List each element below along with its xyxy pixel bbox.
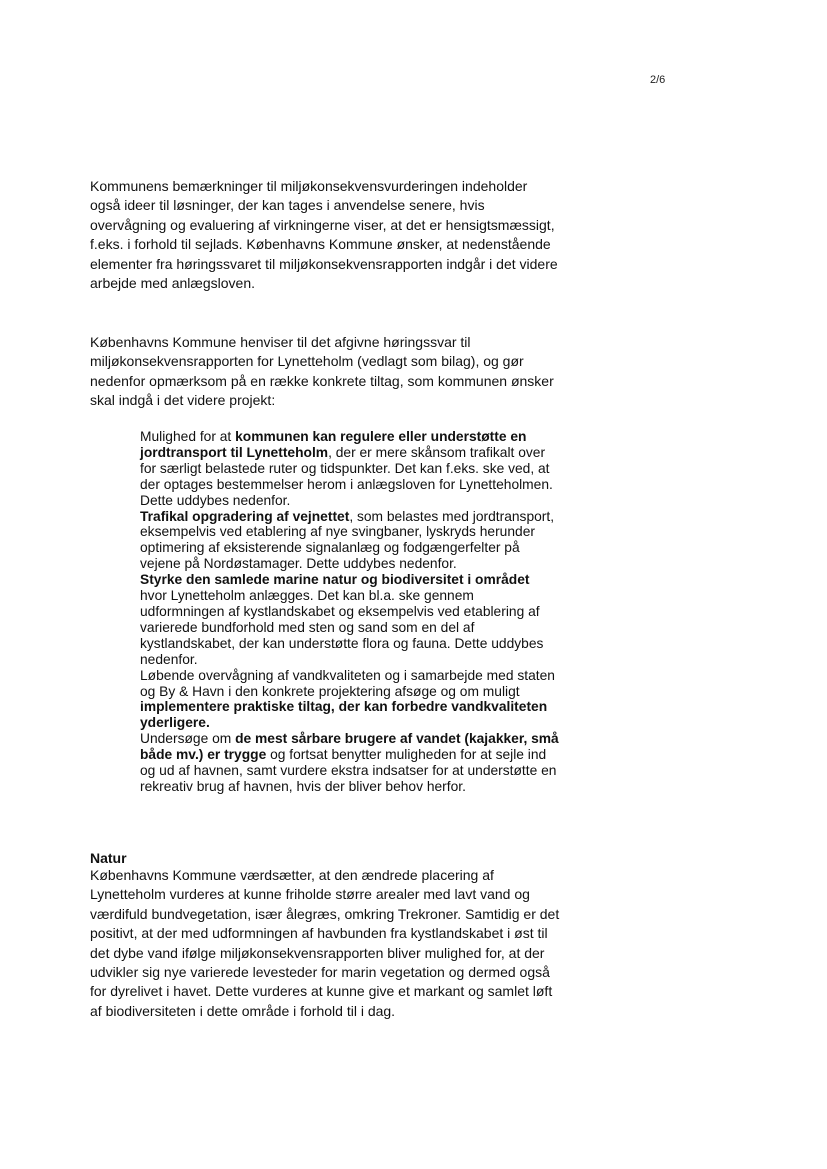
list-item: Styrke den samlede marine natur og biodiversitet i området hvor Lynetteholm anlægges. Det kan bl.a. ske gennem udformningen af kystlandskabet og eksempelvis ved etablering af varierede bundforhold med sten og sand som en del af kystlandskabet, der kan understøtte flora og fauna. Dette uddybes nedenfor. [140, 572, 544, 667]
list-item: Undersøge om de mest sårbare brugere af vandet (kajakker, små både mv.) er trygge og fortsat benytter muligheden for at sejle ind og ud af havnen, samt vurdere ekstra indsatser for at understøtte en rekreativ brug af havnen, hvis der bliver behov herfor. [140, 731, 559, 794]
action-list [140, 429, 560, 795]
intro-paragraph: Kommunens bemærkninger til miljøkonsekvensvurderingen indeholder også ideer til løsninger, der kan tages i anvendelse senere, hvis overvågning og evaluering af virkningerne viser, at det er hensigtsmæssigt, f.eks. i forhold til sejlads. Københavns Kommune ønsker, at nedenstående elementer fra høringssvaret til miljøkonsekvensrapporten indgår i det videre arbejde med anlægsloven. [90, 178, 558, 292]
list-item: Løbende overvågning af vandkvaliteten og i samarbejde med staten og By & Havn i den konkrete projektering afsøge og om muligt implementere praktiske tiltag, der kan forbedre vandkvaliteten yderligere. [140, 667, 555, 731]
list-item: Trafikal opgradering af vejnettet, som belastes med jordtransport, eksempelvis ved etablering af nye svingbaner, lyskryds herunder optimering af eksisterende signalanlæg og fodgængerfelter på vejene på Nordøstamager. Dette uddybes nedenfor. [140, 508, 555, 572]
nature-paragraph: Københavns Kommune værdsætter, at den ændrede placering af Lynetteholm vurderes at kunne friholde større arealer med lavt vand og værdifuld bundvegetation, især ålegræs, omkring Trekroner. Samtidig er det positivt, at der med udformningen af havbunden fra kystlandskabet i øst til det dybe vand ifølge miljøkonsekvensrapporten bliver mulighed for, at der udvikler sig nye varierede levesteder for marin vegetation og dermed også for dyrelivet i havet. Dette vurderes at kunne give et markant og samlet løft af biodiversiteten i dette område i forhold til i dag. [90, 867, 560, 1019]
page-number: 2/6 [650, 74, 666, 86]
section-heading-natur: Natur [90, 850, 127, 866]
list-item: Mulighed for at kommunen kan regulere eller understøtte en jordtransport til Lynetteholm, der er mere skånsom trafikalt over for særligt belastede ruter og tidspunkter. Det kan f.eks. ske ved, at der optages bestemmelser herom i anlægsloven for Lynetteholmen. Dette uddybes nedenfor. [140, 429, 553, 508]
reference-paragraph: Københavns Kommune henviser til det afgivne høringssvar til miljøkonsekvensrapporten for Lynetteholm (vedlagt som bilag), og gør nedenfor opmærksom på en række konkrete tiltag, som kommunen ønsker skal indgå i det videre projekt: [90, 334, 554, 409]
